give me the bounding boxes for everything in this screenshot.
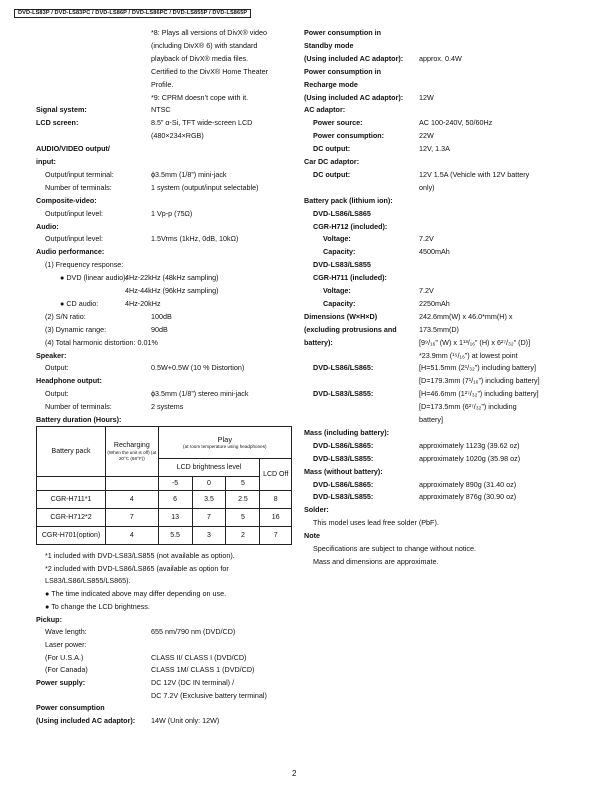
spec-value: CLASS II/ CLASS I (DVD/CD) — [151, 652, 247, 662]
spec-text: *1 included with DVD-LS83/LS855 (not available as option). — [45, 551, 235, 560]
duration-cell: 5 — [226, 509, 260, 527]
spec-value: approximately 876g (30.90 oz) — [419, 492, 517, 502]
spec-value: [H=46.6mm (1²⁷/₃₂”) including battery] — [419, 389, 539, 399]
spec-label: (Using included AC adaptor): — [304, 92, 404, 102]
spec-label: DVD-LS86/LS865: — [313, 440, 374, 450]
spec-text: Certified to the DivX® Home Theater — [151, 66, 269, 76]
spec-label: (Using included AC adaptor): — [36, 716, 136, 726]
spec-text: *23.9mm (¹⁵/₁₆”) at lowest point — [419, 350, 518, 360]
recharging-header: Recharging (When the unit is off) (at 20°C (68°F)) — [106, 427, 159, 477]
table-row — [37, 491, 292, 509]
spec-text: Specifications are subject to change without notice. — [313, 544, 477, 553]
spec-value: AC 100-240V, 50/60Hz — [419, 118, 493, 128]
spec-label: (excluding protrusions and — [304, 324, 397, 334]
spec-value: 14W (Unit only: 12W) — [151, 716, 220, 726]
spec-label: DVD-LS86/LS865: — [313, 479, 374, 489]
spec-value: 8.5” α-Si, TFT wide-screen LCD — [151, 118, 253, 128]
spec-label: Speaker: — [36, 350, 67, 360]
spec-text: [D=179.3mm (7¹/₁₆”) including battery] — [419, 376, 540, 386]
spec-value: 7.2V — [419, 234, 434, 244]
duration-cell: 8 — [260, 491, 292, 509]
lcd-off-header: LCD Off — [260, 459, 292, 491]
spec-label: ● CD audio: — [60, 298, 99, 308]
spec-label: DVD-LS83/LS855: — [313, 492, 374, 502]
spec-label: Capacity: — [323, 298, 356, 308]
spec-text: (480×234×RGB) — [151, 131, 204, 141]
spec-label: Car DC adaptor: — [304, 157, 360, 166]
spec-value: 12V, 1.3A — [419, 144, 450, 154]
level-cell: 0 — [192, 477, 226, 491]
spec-label: Output: — [45, 363, 69, 373]
battery-pack-cell: CGR-H701(option) — [37, 527, 106, 545]
spec-label: Note — [304, 531, 320, 541]
spec-label: Power consumption in — [304, 66, 382, 76]
spec-label: Power consumption — [36, 703, 105, 713]
duration-cell: 7 — [260, 527, 292, 545]
battery-pack-cell: CGR-H712*2 — [37, 509, 106, 527]
spec-value: [H=51.5mm (2¹/₃₂”) including battery] — [419, 363, 536, 373]
spec-value: 22W — [419, 131, 434, 141]
spec-label: Number of terminals: — [45, 402, 112, 412]
spec-text: battery] — [419, 415, 443, 424]
spec-value: approximately 890g (31.40 oz) — [419, 479, 517, 489]
table-row — [37, 509, 292, 527]
spec-label: DVD-LS86/LS865 — [313, 208, 371, 218]
spec-value: 7.2V — [419, 286, 434, 295]
spec-text: Profile. — [151, 79, 174, 89]
spec-label: Output/input level: — [45, 234, 103, 244]
spec-label: CGR-H712 (included): — [313, 221, 388, 231]
spec-text: *9: CPRM doesn’t cope with it. — [151, 92, 249, 102]
spec-value: 4Hz-20kHz — [125, 298, 161, 308]
spec-label: (4) Total harmonic distortion: 0.01% — [45, 337, 158, 347]
duration-cell: 4 — [106, 527, 159, 545]
spec-label: Battery duration (Hours): — [36, 415, 122, 424]
spec-label: Dimensions (W×H×D) — [304, 311, 378, 321]
spec-text: (including DivX® 6) with standard — [151, 40, 258, 50]
spec-value: 90dB — [151, 324, 168, 334]
spec-label: DVD-LS83/LS855: — [313, 389, 374, 399]
spec-label: DVD-LS83/LS855 — [313, 260, 371, 270]
spec-label: LCD screen: — [36, 118, 79, 128]
spec-label: Output/input terminal: — [45, 169, 114, 179]
spec-label: Pickup: — [36, 614, 62, 624]
duration-cell: 4 — [106, 491, 159, 509]
spec-value: approximately 1123g (39.62 oz) — [419, 440, 520, 450]
spec-label: AUDIO/VIDEO output/ — [36, 144, 110, 154]
spec-label: ● DVD (linear audio): — [60, 273, 128, 283]
spec-value: ϕ3.5mm (1/8”) stereo mini-jack — [151, 389, 249, 399]
spec-label: (2) S/N ratio: — [45, 311, 86, 321]
spec-text: *2 included with DVD-LS86/LS865 (available as option for — [45, 563, 229, 573]
spec-label: Wave length: — [45, 627, 87, 637]
spec-value: 0.5W+0.5W (10 % Distortion) — [151, 363, 245, 373]
spec-label: Voltage: — [323, 286, 351, 295]
spec-value: approximately 1020g (35.98 oz) — [419, 453, 521, 463]
spec-label: Recharge mode — [304, 79, 358, 89]
spec-value: 1 system (output/input selectable) — [151, 182, 259, 192]
spec-label: battery): — [304, 337, 333, 347]
spec-label: Capacity: — [323, 247, 356, 257]
spec-value: DC 12V (DC IN terminal) / — [151, 678, 235, 687]
battery-duration-table — [36, 426, 292, 545]
table-row — [37, 527, 292, 545]
duration-cell: 6 — [158, 491, 192, 509]
spec-text: This model uses lead free solder (PbF). — [313, 518, 439, 528]
spec-value: 100dB — [151, 311, 172, 321]
spec-label: Output/input level: — [45, 208, 103, 218]
spec-label: Mass (including battery): — [304, 427, 390, 437]
duration-cell: 3 — [192, 527, 226, 545]
spec-label: DC output: — [313, 144, 351, 154]
spec-text: LS83/LS86/LS855/LS865). — [45, 576, 131, 586]
spec-label: Output: — [45, 389, 69, 399]
spec-label: (For Canada) — [45, 665, 88, 675]
spec-value: 12W — [419, 92, 434, 102]
duration-cell: 2.5 — [226, 491, 260, 509]
spec-value: approx. 0.4W — [419, 53, 462, 63]
spec-label: AC adaptor: — [304, 105, 346, 115]
spec-label: DVD-LS83/LS855: — [313, 453, 374, 463]
battery-pack-header: Battery pack — [37, 427, 106, 477]
duration-cell: 16 — [260, 509, 292, 527]
spec-text: Mass and dimensions are approximate. — [313, 556, 439, 566]
spec-value: 2 systems — [151, 402, 184, 412]
spec-text: DC 7.2V (Exclusive battery terminal) — [151, 690, 267, 700]
spec-label: Audio performance: — [36, 247, 105, 257]
spec-value: CLASS 1M/ CLASS 1 (DVD/CD) — [151, 665, 255, 675]
duration-cell: 7 — [106, 509, 159, 527]
spec-label: Solder: — [304, 505, 329, 515]
spec-value: [9⁹/₁₆” (W) x 1¹³/₁₆” (H) x 6²⁷/₃₂” (D)] — [419, 337, 531, 347]
spec-value: 4Hz-22kHz (48kHz sampling) — [125, 273, 219, 283]
spec-label: Standby mode — [304, 40, 354, 50]
spec-label: Headphone output: — [36, 376, 102, 386]
battery-pack-cell: CGR-H711*1 — [37, 491, 106, 509]
spec-value: 1 Vp-p (75Ω) — [151, 208, 193, 218]
spec-label: input: — [36, 157, 56, 166]
spec-label: (Using included AC adaptor): — [304, 53, 404, 63]
spec-text: ● To change the LCD brightness. — [45, 601, 150, 611]
spec-label: Power consumption in — [304, 28, 382, 37]
level-cell: -5 — [158, 477, 192, 491]
spec-label: Battery pack (lithium ion): — [304, 195, 393, 205]
spec-value: 242.6mm(W) x 46.0*mm(H) x — [419, 311, 513, 321]
spec-value: 2250mAh — [419, 298, 450, 308]
spec-label: (3) Dynamic range: — [45, 324, 107, 334]
spec-text: *8: Plays all versions of DivX® video — [151, 28, 267, 37]
spec-text: [D=173.5mm (6²⁷/₃₂”) including — [419, 402, 517, 412]
spec-label: CGR-H711 (included): — [313, 273, 387, 283]
spec-label: (1) Frequency response: — [45, 260, 124, 270]
spec-label: Voltage: — [323, 234, 351, 244]
spec-label: DVD-LS86/LS865: — [313, 363, 374, 373]
spec-label: Signal system: — [36, 105, 87, 115]
spec-value: 655 nm/790 nm (DVD/CD) — [151, 627, 236, 637]
spec-label: (For U.S.A.) — [45, 652, 84, 662]
spec-label: Number of terminals: — [45, 182, 112, 192]
play-header: Play (at room temperature using headphones) — [158, 427, 291, 459]
spec-label: Mass (without battery): — [304, 466, 383, 476]
spec-label: Laser power: — [45, 639, 87, 649]
duration-cell: 5.5 — [158, 527, 192, 545]
spec-text: ● The time indicated above may differ depending on use. — [45, 589, 227, 599]
spec-label: Composite-video: — [36, 195, 97, 205]
level-cell: 5 — [226, 477, 260, 491]
spec-value: NTSC — [151, 105, 171, 115]
spec-text: only) — [419, 182, 435, 192]
spec-label: DC output: — [313, 169, 351, 179]
spec-value: 4500mAh — [419, 247, 450, 257]
duration-cell: 13 — [158, 509, 192, 527]
spec-text: playback of DivX® media files. — [151, 53, 249, 63]
page-number: 2 — [292, 769, 297, 778]
lcd-brightness-header: LCD brightness level — [158, 459, 260, 477]
spec-label: Power source: — [313, 118, 363, 128]
spec-label: Power consumption: — [313, 131, 385, 141]
spec-value: 173.5mm(D) — [419, 324, 459, 334]
spec-text: 4Hz-44kHz (96kHz sampling) — [125, 286, 219, 295]
spec-value: 1.5Vrms (1kHz, 0dB, 10kΩ) — [151, 234, 239, 244]
duration-cell: 3.5 — [192, 491, 226, 509]
spec-value: ϕ3.5mm (1/8”) mini-jack — [151, 169, 227, 179]
duration-cell: 7 — [192, 509, 226, 527]
model-header: DVD-LS83P / DVD-LS83PC / DVD-LS86P / DVD-LS86PC / DVD-LS855P / DVD-LS865P — [14, 9, 251, 18]
spec-label: Power supply: — [36, 678, 86, 687]
duration-cell: 2 — [226, 527, 260, 545]
spec-value: 12V 1.5A (Vehicle with 12V battery — [419, 169, 530, 179]
spec-label: Audio: — [36, 221, 59, 231]
